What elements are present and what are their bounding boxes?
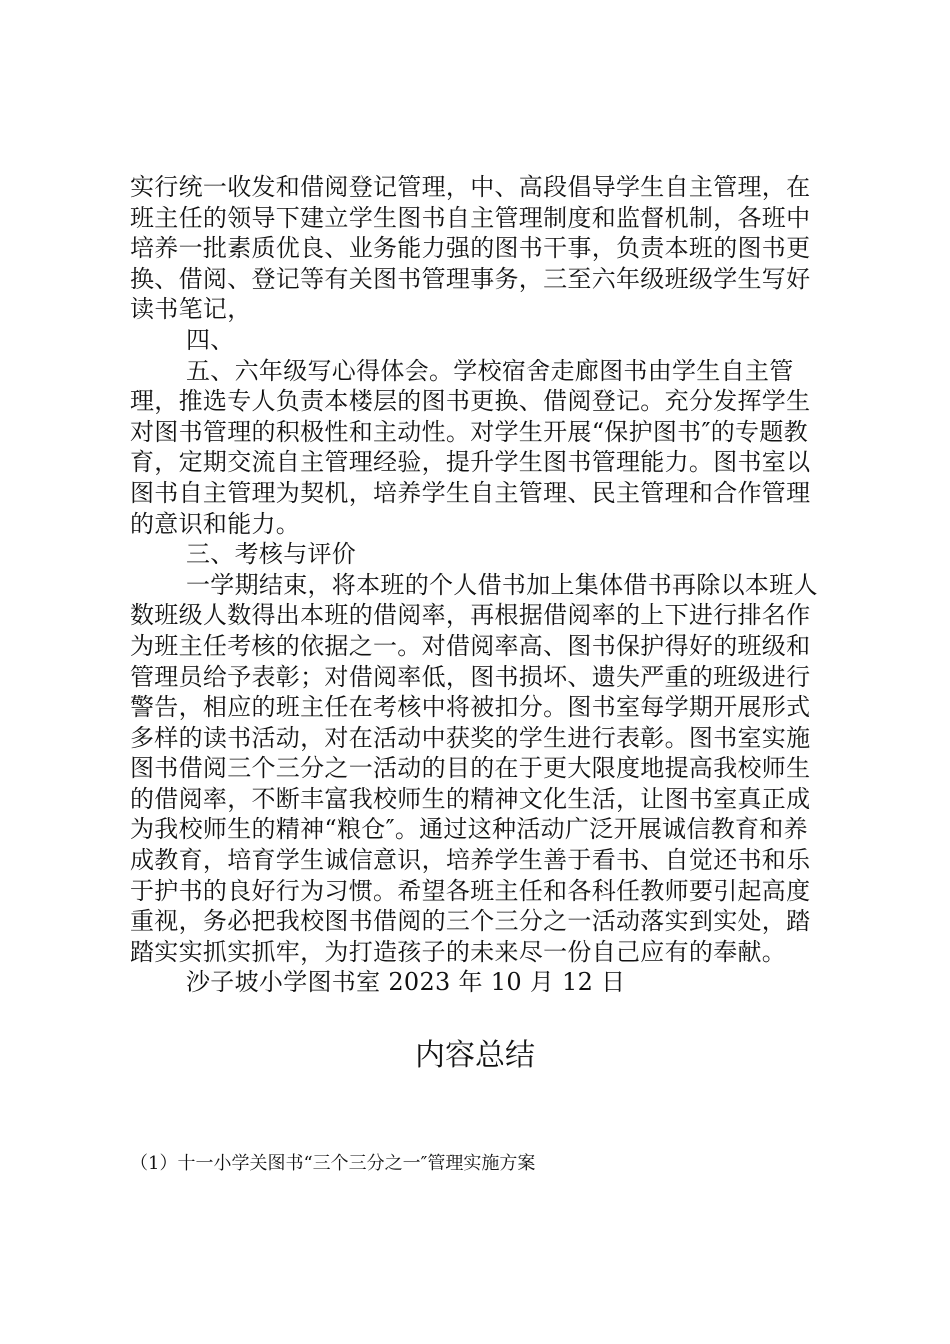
- paragraph-continuation: 实行统一收发和借阅登记管理，中、高段倡导学生自主管理，在班主任的领导下建立学生图书自主管理制度和监督机制，各班中培养一批素质优良、业务能力强的图书干事，负责本班的图书更换、借阅、登记等有关图书管理事务，三至六年级班级学生写好读书笔记，: [130, 173, 811, 324]
- signature-date: 沙子坡小学图书室 2023 年 10 月 12 日: [186, 968, 626, 997]
- summary-title: 内容总结: [415, 1038, 535, 1073]
- paragraph-section-four: 四、: [186, 325, 235, 354]
- paragraph-assessment: 一学期结束，将本班的个人借书加上集体借书再除以本班人数班级人数得出本班的借阅率，再根据借阅率的上下进行排名作为班主任考核的依据之一。对借阅率高、图书保护得好的班级和管理员给予表彰；对借阅率低，图书损坏、遗失严重的班级进行警告，相应的班主任在考核中将被扣分。图书室每学期开展形式多样的读书活动，对在活动中获奖的学生进行表彰。图书室实施图书借阅三个三分之一活动的目的在于更大限度地提高我校师生的借阅率，不断丰富我校师生的精神文化生活，让图书室真正成为我校师生的精神“粮仓″。通过这种活动广泛开展诚信教育和养成教育，培育学生诚信意识，培养学生善于看书、自觉还书和乐于护书的良好行为习惯。希望各班主任和各科任教师要引起高度重视，务必把我校图书借阅的三个三分之一活动落实到实处，踏踏实实抓实抓牢，为打造孩子的未来尽一份自己应有的奉献。: [130, 570, 818, 966]
- section-heading-assessment: 三、考核与评价: [186, 540, 357, 569]
- summary-item: （1）十一小学关图书“三个三分之一″管理实施方案: [130, 1153, 536, 1174]
- document-body: [130, 172, 830, 998]
- paragraph-grade-five-six: 五、六年级写心得体会。学校宿舍走廊图书由学生自主管理，推选专人负责本楼层的图书更换、借阅登记。充分发挥学生对图书管理的积极性和主动性。对学生开展“保护图书″的专题教育，定期交流自主管理经验，提升学生图书管理能力。图书室以图书自主管理为契机，培养学生自主管理、民主管理和合作管理的意识和能力。: [130, 356, 811, 538]
